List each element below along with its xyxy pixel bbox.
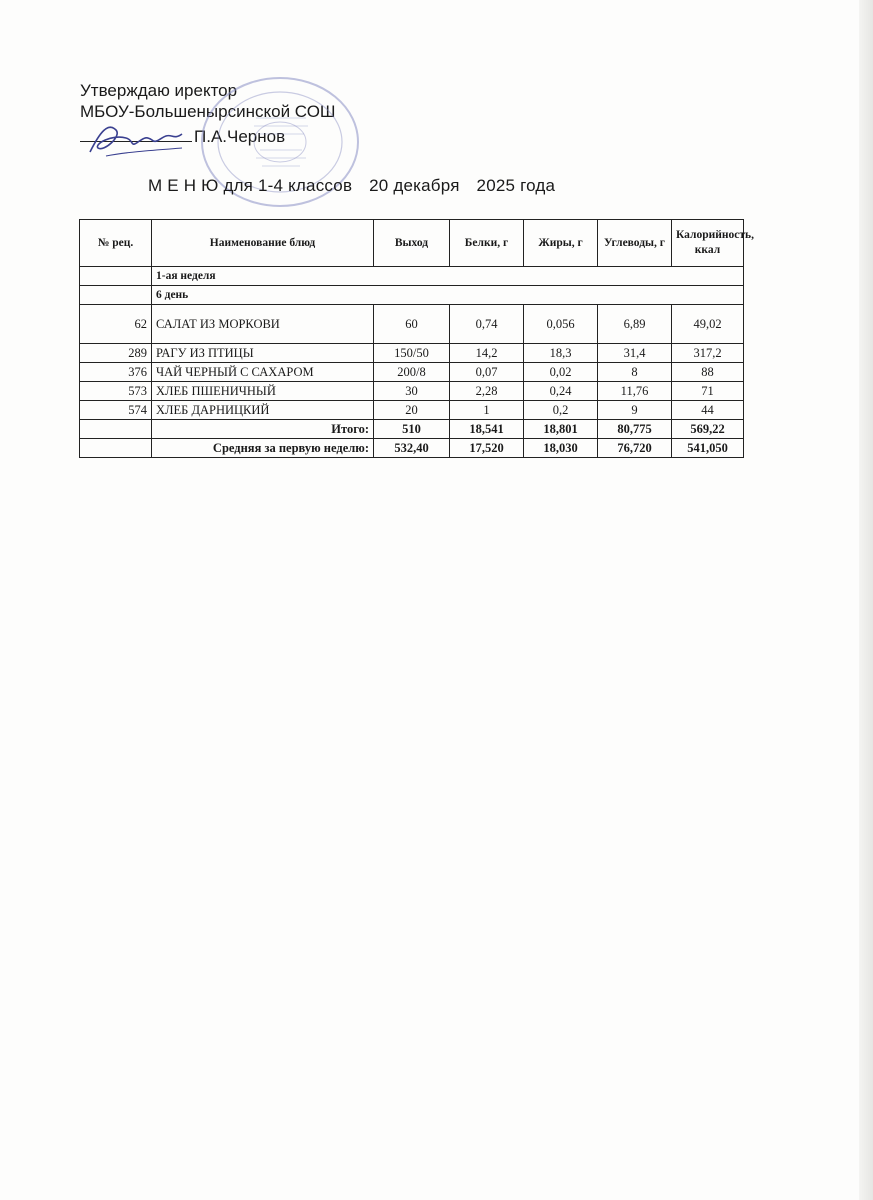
protein-value: 0,74 xyxy=(450,305,524,344)
protein-value: 2,28 xyxy=(450,382,524,401)
recipe-number: 289 xyxy=(80,344,152,363)
average-protein: 17,520 xyxy=(450,439,524,458)
fat-value: 0,056 xyxy=(524,305,598,344)
carbs-value: 11,76 xyxy=(598,382,672,401)
menu-date: 20 декабря xyxy=(369,176,460,195)
signature-icon xyxy=(86,112,186,164)
protein-value: 14,2 xyxy=(450,344,524,363)
total-row xyxy=(80,420,744,439)
carbs-value: 6,89 xyxy=(598,305,672,344)
average-fat: 18,030 xyxy=(524,439,598,458)
week-row xyxy=(80,267,744,286)
recipe-number: 573 xyxy=(80,382,152,401)
table-row xyxy=(80,401,744,420)
dish-name: ХЛЕБ ДАРНИЦКИЙ xyxy=(152,401,374,420)
output-value: 20 xyxy=(374,401,450,420)
total-label: Итого: xyxy=(152,420,374,439)
menu-title xyxy=(148,176,567,196)
carbs-value: 31,4 xyxy=(598,344,672,363)
menu-heading: М Е Н Ю для 1-4 классов xyxy=(148,176,353,195)
week-label: 1-ая неделя xyxy=(152,267,744,286)
table-row xyxy=(80,363,744,382)
dish-name: САЛАТ ИЗ МОРКОВИ xyxy=(152,305,374,344)
col-recipe: № рец. xyxy=(80,220,152,267)
protein-value: 0,07 xyxy=(450,363,524,382)
day-label: 6 день xyxy=(152,286,744,305)
output-value: 200/8 xyxy=(374,363,450,382)
protein-value: 1 xyxy=(450,401,524,420)
day-row xyxy=(80,286,744,305)
total-fat: 18,801 xyxy=(524,420,598,439)
table-row xyxy=(80,382,744,401)
director-name: П.А.Чернов xyxy=(194,127,286,146)
fat-value: 18,3 xyxy=(524,344,598,363)
fat-value: 0,2 xyxy=(524,401,598,420)
total-kcal: 569,22 xyxy=(672,420,744,439)
school-name: МБОУ-Большеныpсинской СОШ xyxy=(80,102,336,121)
kcal-value: 71 xyxy=(672,382,744,401)
approval-line: Утверждаю иректор xyxy=(80,81,238,100)
output-value: 30 xyxy=(374,382,450,401)
average-row xyxy=(80,439,744,458)
average-output: 532,40 xyxy=(374,439,450,458)
col-kcal: Калорийность, ккал xyxy=(672,220,744,267)
average-kcal: 541,050 xyxy=(672,439,744,458)
dish-name: РАГУ ИЗ ПТИЦЫ xyxy=(152,344,374,363)
recipe-number: 376 xyxy=(80,363,152,382)
kcal-value: 88 xyxy=(672,363,744,382)
col-fat: Жиры, г xyxy=(524,220,598,267)
output-value: 150/50 xyxy=(374,344,450,363)
total-protein: 18,541 xyxy=(450,420,524,439)
recipe-number: 62 xyxy=(80,305,152,344)
fat-value: 0,02 xyxy=(524,363,598,382)
output-value: 60 xyxy=(374,305,450,344)
table-row xyxy=(80,305,744,344)
fat-value: 0,24 xyxy=(524,382,598,401)
kcal-value: 49,02 xyxy=(672,305,744,344)
average-label: Средняя за первую неделю: xyxy=(152,439,374,458)
dish-name: ХЛЕБ ПШЕНИЧНЫЙ xyxy=(152,382,374,401)
recipe-number: 574 xyxy=(80,401,152,420)
carbs-value: 9 xyxy=(598,401,672,420)
page-edge xyxy=(859,0,873,1200)
average-carbs: 76,720 xyxy=(598,439,672,458)
menu-year: 2025 года xyxy=(476,176,556,195)
kcal-value: 317,2 xyxy=(672,344,744,363)
total-output: 510 xyxy=(374,420,450,439)
col-dish-name: Наименование блюд xyxy=(152,220,374,267)
dish-name: ЧАЙ ЧЕРНЫЙ С САХАРОМ xyxy=(152,363,374,382)
carbs-value: 8 xyxy=(598,363,672,382)
col-protein: Белки, г xyxy=(450,220,524,267)
total-carbs: 80,775 xyxy=(598,420,672,439)
col-carbs: Углеводы, г xyxy=(598,220,672,267)
table-row xyxy=(80,344,744,363)
table-header-row xyxy=(80,220,744,267)
menu-table xyxy=(79,219,754,458)
col-output: Выход xyxy=(374,220,450,267)
kcal-value: 44 xyxy=(672,401,744,420)
